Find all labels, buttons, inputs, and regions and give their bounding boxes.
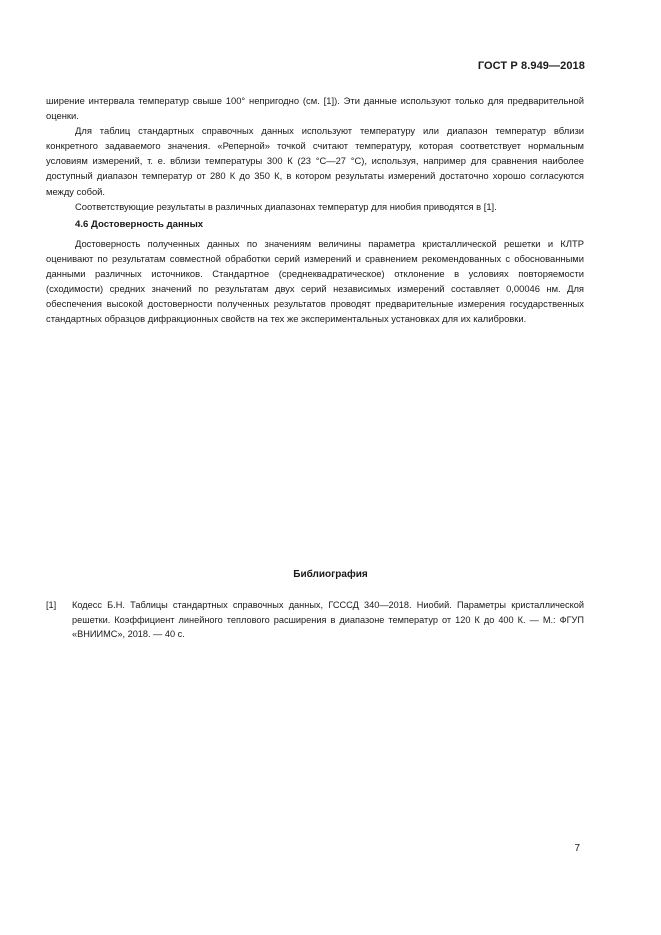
paragraph: Достоверность полученных данных по значениям величины параметра кристаллической решетки и КЛТР оценивают по результатам совместной обработки серий измерений и сравнением рекомендованных с обоснованными данными различных источников. Стандартное (среднеквадратическое) отклонение в условиях повторяемости (сходимости) средних значений по результатам двух серий независимых измерений составляет 0,00046 нм. Для обеспечения высокой достоверности полученных результатов проводят предварительные измерения государственных стандартных образцов дифракционных свойств на тех же экспериментальных установках для их калибровки. [46, 237, 584, 325]
section-heading: 4.6 Достоверность данных [75, 218, 204, 230]
bibliography-entry [46, 598, 584, 642]
paragraph: ширение интервала температур свыше 100° непригодно (см. [1]). Эти данные используют только для предварительной оценки. [46, 95, 584, 122]
bibliography-list [46, 598, 584, 642]
bibliography-entry-text: Кодесс Б.Н. Таблицы стандартных справочных данных, ГСССД 340—2018. Ниобий. Параметры кристаллической решетки. Коэффициент линейного теплового расширения в диапазоне температур от 120 К до 400 К. — М.: ФГУП «ВНИИМС», 2018. — 40 с. [72, 600, 584, 639]
paragraph: Соответствующие результаты в различных диапазонах температур для ниобия приводятся в [1]. [75, 200, 497, 212]
page-number: 7 [574, 843, 580, 854]
bibliography-entry-number: [1] [46, 600, 57, 610]
bibliography-title: Библиография [293, 569, 368, 580]
document-header-code: ГОСТ Р 8.949—2018 [477, 60, 585, 72]
paragraph: Для таблиц стандартных справочных данных используют температуру или диапазон температур вблизи конкретного задаваемого значения. «Реперной» точкой считают температуру, которая соответствует нормальным условиям измерений, т. е. вблизи температуры 300 К (23 °С—27 °С), используя, например для сравнения наиболее доступный диапазон температур от 280 К до 350 К, в котором результаты измерений достаточно хорошо согласуются между собой. [46, 125, 584, 197]
main-text [46, 93, 584, 326]
